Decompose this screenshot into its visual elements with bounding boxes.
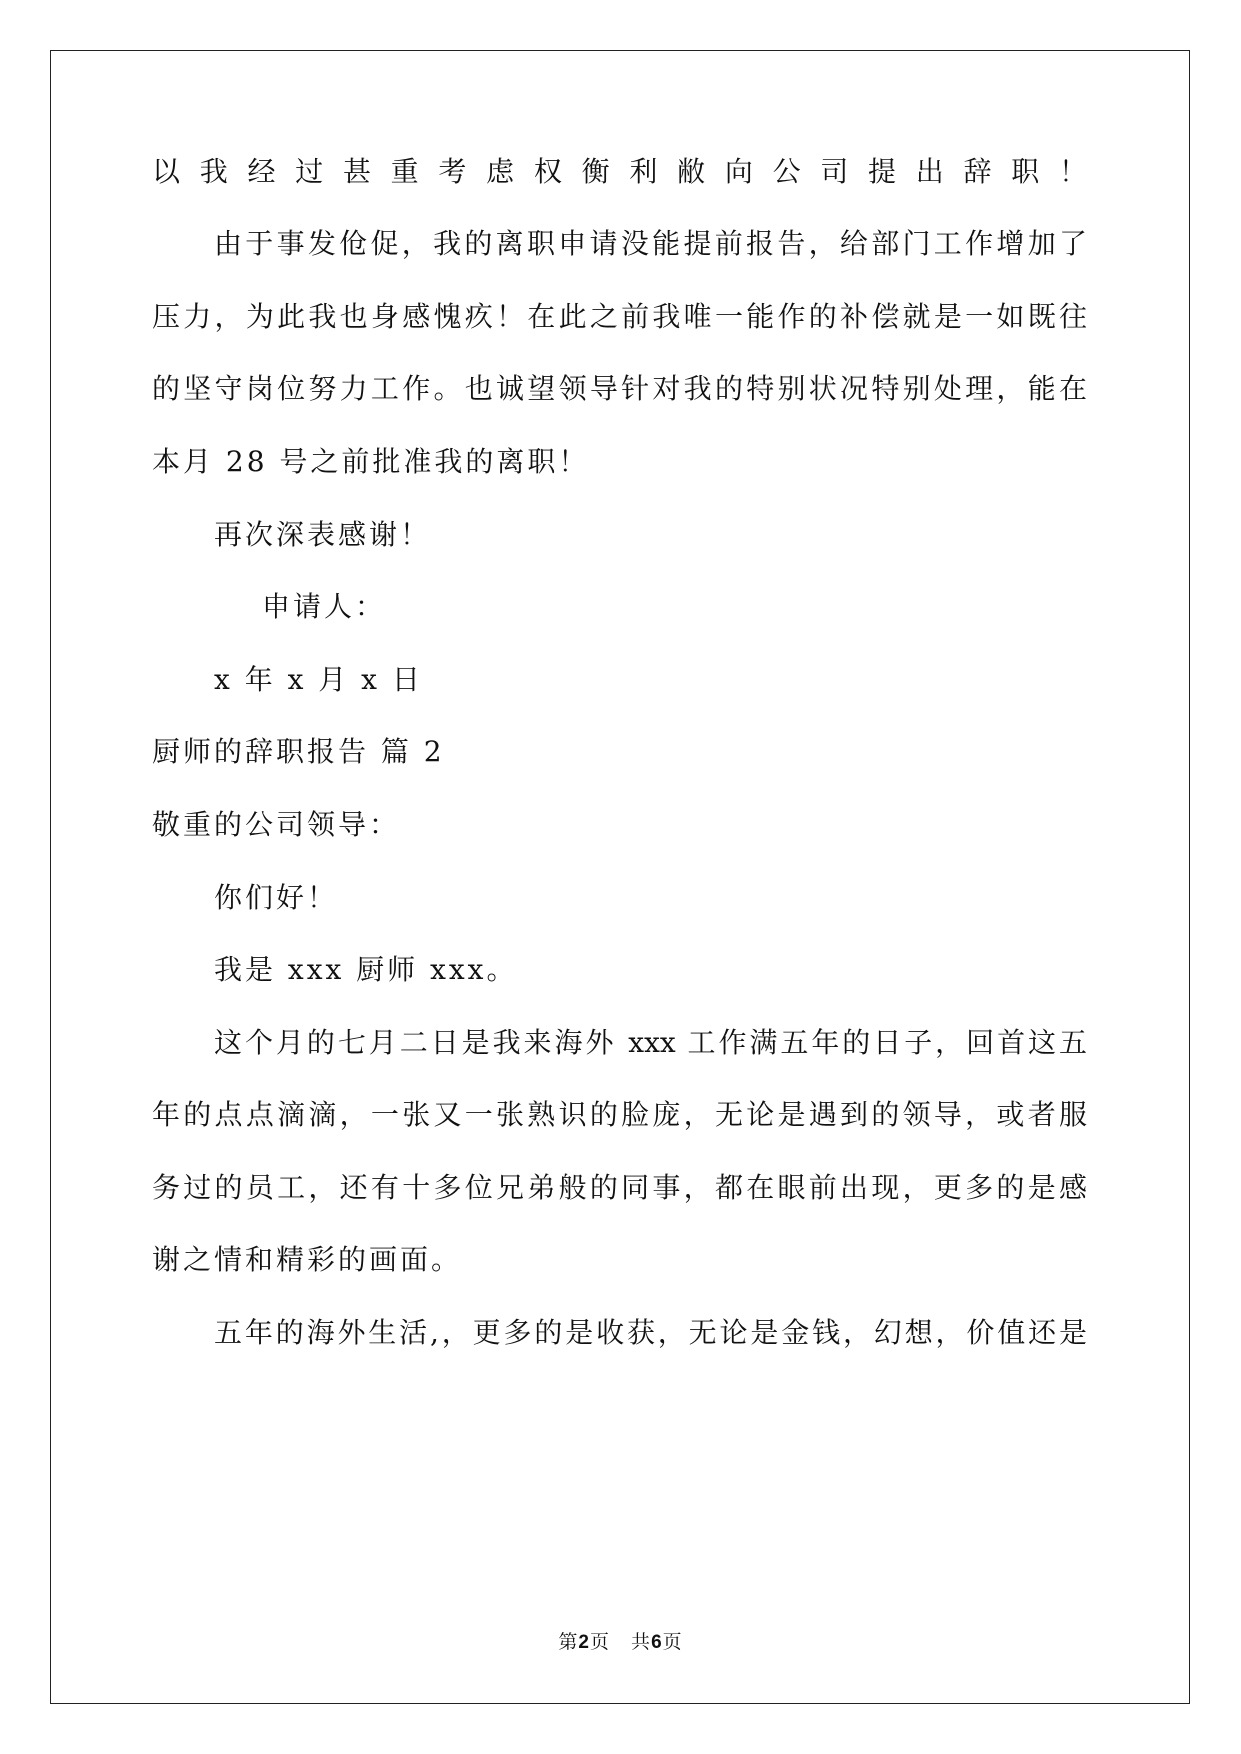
text-line: 这个月的七月二日是我来海外 xxx 工作满五年的日子，回首这五: [214, 1026, 1087, 1059]
text-line: 本月 28 号之前批准我的离职！: [152, 445, 590, 478]
text-line: 的坚守岗位努力工作。也诚望领导针对我的特别状况特别处理，能在: [152, 372, 1087, 405]
page-border: [50, 50, 1190, 1704]
text-line: 谢之情和精彩的画面。: [152, 1243, 463, 1276]
text-line: 务过的员工，还有十多位兄弟般的同事，都在眼前出现，更多的是感: [152, 1171, 1087, 1204]
page-number-footer: [0, 1630, 1241, 1655]
salutation: 敬重的公司领导：: [152, 808, 401, 841]
date-line: x 年 x 月 x 日: [214, 663, 423, 696]
section-heading: 厨师的辞职报告 篇 2: [152, 735, 445, 768]
applicant-label: 申请人：: [262, 590, 387, 623]
text-line: 我是 xxx 厨师 xxx。: [214, 953, 518, 986]
current-page-number: 2: [578, 1632, 590, 1653]
total-pages-number: 6: [651, 1632, 663, 1653]
text-line: 由于事发伧促，我的离职申请没能提前报告，给部门工作增加了: [214, 227, 1087, 260]
footer-suffix: 页: [662, 1631, 683, 1653]
text-line: 年的点点滴滴，一张又一张熟识的脸庞，无论是遇到的领导，或者服: [152, 1098, 1087, 1131]
text-line: 压力，为此我也身感愧疚！在此之前我唯一能作的补偿就是一如既往: [152, 300, 1087, 333]
footer-mid: 页 共: [589, 1631, 652, 1653]
text-line: 五年的海外生活,，更多的是收获，无论是金钱，幻想，价值还是: [214, 1316, 1087, 1349]
text-line: 再次深表感谢！: [214, 518, 432, 551]
footer-prefix: 第: [558, 1631, 579, 1653]
greeting: 你们好！: [214, 881, 339, 914]
text-line: 以我经过甚重考虑权衡利敝向公司提出辞职！: [152, 155, 1087, 188]
